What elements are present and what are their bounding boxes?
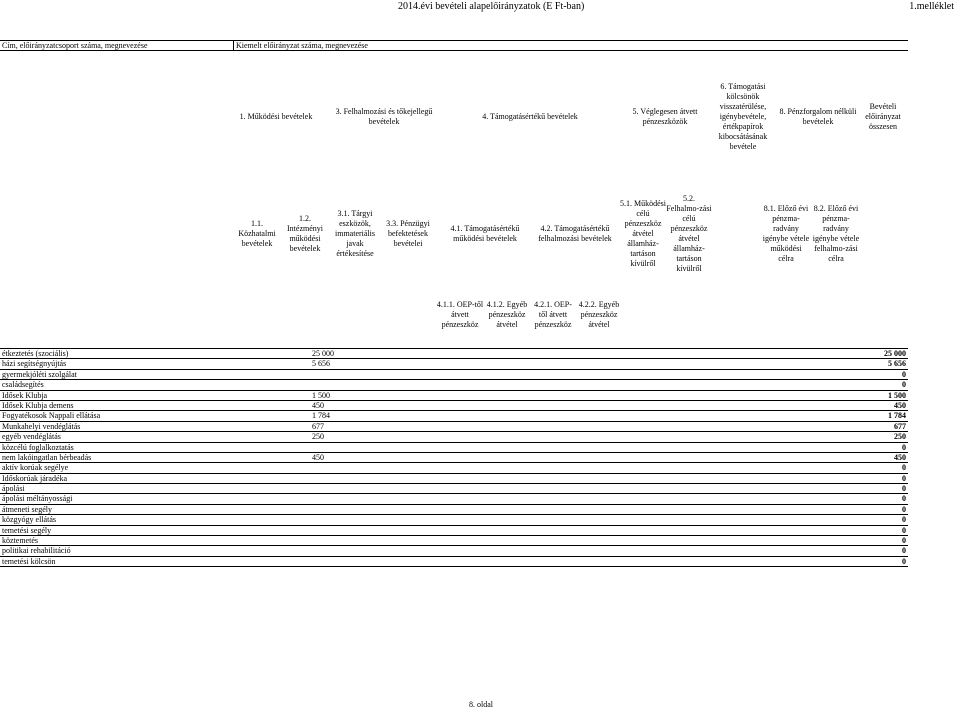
document-title: 2014.évi bevételi alapelőirányzatok (E Ft-ban) <box>398 1 585 12</box>
l1-tamogatasertek: 4. Támogatásértékű bevételek <box>482 112 578 121</box>
l3-oep-mukodesi: 4.1.1. OEP-től átvett pénzeszköz <box>436 300 484 329</box>
table-row: Időskorúak járadéka 0 <box>2 473 906 483</box>
data-table <box>0 348 908 567</box>
table-row: temetési segély 0 <box>2 525 906 535</box>
table-row: gyermekjóléti szolgálat 0 <box>2 369 906 379</box>
table-row: étkeztetés (szociális) 25 000 25 000 <box>2 349 906 358</box>
l2-penzmaradvany-felhalmozasi: 8.2. Előző évi pénzma-radvány igénybe vétele felhalmo-zási célra <box>812 203 860 263</box>
l2-tamogatasertek-felhalmozasi: 4.2. Támogatásértékű felhalmozási bevételek <box>538 223 612 243</box>
l2-targyi-eszkozok: 3.1. Tárgyi eszközök, immateriális javak értékesítése <box>335 208 375 258</box>
l1-mukodesi: 1. Működési bevételek <box>239 112 313 121</box>
header-col-a: Cím, előirányzatcsoport száma, megnevezése <box>2 41 148 50</box>
table-row: házi segítségnyújtás 5 656 5 656 <box>2 359 906 369</box>
l2-mukodesi-celu: 5.1. Működési célú pénzeszköz átvétel államház-tartáson kívülről <box>620 198 666 268</box>
l1-penzforgalom: 8. Pénzforgalom nélküli bevételek <box>779 107 857 126</box>
table-header <box>0 40 908 51</box>
table-row: családsegítés 0 <box>2 380 906 390</box>
table-row: ápolási méltányossági 0 <box>2 494 906 504</box>
table-row: nem lakóingatlan bérbeadás 450 450 <box>2 452 906 462</box>
page-number: 8. oldal <box>469 700 493 709</box>
l1-tamogatasi-kolcson: 6. Támogatási kölcsönök visszatérülése, igénybevétele, értékpapírok kibocsátásának bevétele <box>718 82 768 151</box>
header-divider <box>233 41 234 50</box>
table-row: Fogyatékosok Nappali ellátása 1 784 1 784 <box>2 411 906 421</box>
l3-oep-felhalmozasi: 4.2.1. OEP-től átvett pénzeszköz <box>534 300 572 329</box>
table-row: aktív korúak segélye 0 <box>2 463 906 473</box>
table-row: közgyógy ellátás 0 <box>2 515 906 525</box>
l2-tamogatasertek-mukodesi: 4.1. Támogatásértékű működési bevételek <box>450 223 520 243</box>
l3-egyeb-felhalmozasi: 4.2.2. Egyéb pénzeszköz átvétel <box>578 300 620 329</box>
table-row: Idősek Klubja demens 450 450 <box>2 400 906 410</box>
l2-penzugyi-befektetesek: 3.3. Pénzügyi befektetések bevételei <box>386 218 430 248</box>
table-row: köztemetés 0 <box>2 536 906 546</box>
header-col-b: Kiemelt előirányzat száma, megnevezése <box>236 41 368 50</box>
l1-veglegesen: 5. Véglegesen átvett pénzeszközök <box>632 107 698 126</box>
table-row: politikai rehabilitáció 0 <box>2 546 906 556</box>
l2-kozhatalmi: 1.1. Közhatalmi bevételek <box>238 218 276 248</box>
annex-label: 1.melléklet <box>909 1 954 12</box>
table-row: átmeneti segély 0 <box>2 504 906 514</box>
table-row: egyéb vendéglátás 250 250 <box>2 432 906 442</box>
l3-egyeb-mukodesi: 4.1.2. Egyéb pénzeszköz átvétel <box>486 300 528 329</box>
table-row: temetési kölcsön 0 <box>2 556 906 566</box>
table-row: Idősek Klubja 1 500 1 500 <box>2 390 906 400</box>
l2-intezmenyi: 1.2. Intézményi működési bevételek <box>287 213 323 253</box>
table-row: ápolási 0 <box>2 484 906 494</box>
l1-osszesen: Bevételi előirányzat összesen <box>865 102 901 131</box>
l1-felhalmozasi: 3. Felhalmozási és tőkejellegű bevételek <box>335 107 433 126</box>
l2-felhalmozasi-celu: 5.2. Felhalmo-zási célú pénzeszköz átvétel államház-tartáson kívülről <box>666 193 712 273</box>
top-bar <box>0 0 960 13</box>
table-row: Munkahelyi vendéglátás 677 677 <box>2 421 906 431</box>
table-row: közcélú foglalkoztatás 0 <box>2 442 906 452</box>
l2-penzmaradvany-mukodesi: 8.1. Előző évi pénzma-radvány igénybe vétele működési célra <box>762 203 810 263</box>
